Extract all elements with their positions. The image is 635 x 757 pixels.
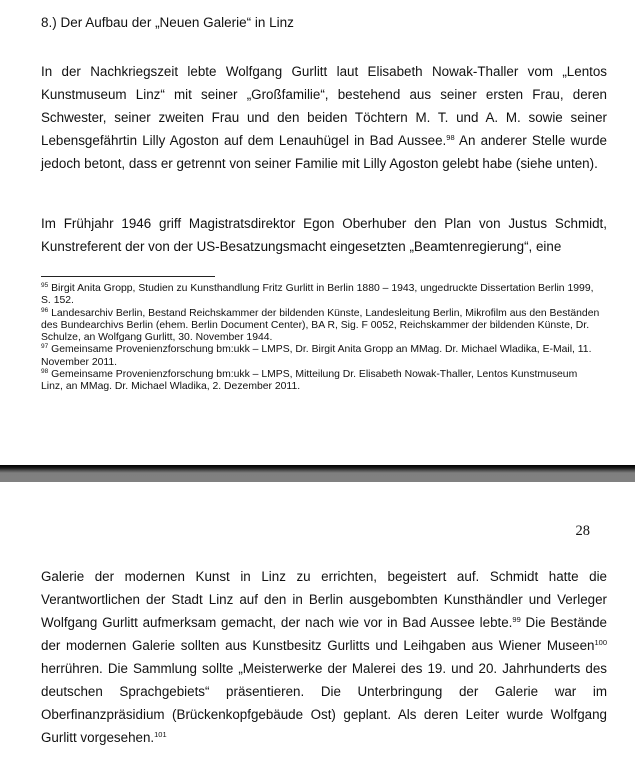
paragraph-text: Die Bestände der modernen Galerie sollten aus Kunstbesitz Gurlitts und Leihgaben aus Wiener Museen	[41, 615, 607, 653]
footnote-divider	[41, 276, 215, 277]
footnote-number: 95	[41, 282, 49, 289]
footnote-number: 98	[41, 368, 49, 376]
page-separator	[0, 465, 635, 482]
footnote-reference[interactable]: 101	[154, 730, 167, 739]
paragraph-text: herrühren. Die Sammlung sollte „Meisterwerke der Malerei des 19. und 20. Jahrhunderts des deutschen Sprachgebiets“ präsentieren. Die Unterbringung der Galerie war im Oberfinanzpräsidium (Brückenkopfgebäude Ost) geplant. Als deren Leiter wurde Wolfgang Gurlitt vorgesehen.	[41, 661, 607, 745]
footnote-text: Landesarchiv Berlin, Bestand Reichskammer der bildenden Künste, Landesleitung Berlin, Mikrofilm aus den Beständen des Bundearchivs Berlin (ehem. Berlin Document Center), BA R, Sig. F 0052, Reichskammer der bildenden Künste, Dr. Schulze, an Wolfgang Gurlitt, 30. November 1944.	[41, 307, 600, 344]
footnote-number: 96	[41, 306, 49, 314]
footnote	[41, 344, 601, 369]
footnote	[41, 283, 601, 308]
footnote-reference[interactable]: 100	[594, 638, 607, 647]
paragraph-text: An anderer Stelle wurde jedoch betont, dass er getrennt von seiner Familie mit Lilly Agoston gelebt habe (siehe unten).	[41, 133, 607, 171]
footnote-reference[interactable]: 99	[512, 615, 521, 624]
section-heading: 8.) Der Aufbau der „Neuen Galerie“ in Linz	[41, 15, 294, 30]
page-number: 28	[575, 523, 590, 539]
footnote-reference[interactable]: 98	[446, 133, 455, 142]
footnote-text: Gemeinsame Provenienzforschung bm:ukk – LMPS, Mitteilung Dr. Elisabeth Nowak-Thaller, Lentos Kunstmuseum Linz, an MMag. Dr. Michael Wladika, 2. Dezember 2011.	[41, 369, 578, 393]
footnote	[41, 308, 601, 345]
body-paragraph	[41, 60, 607, 175]
paragraph-text: Im Frühjahr 1946 griff Magistratsdirektor Egon Oberhuber den Plan von Justus Schmidt, Kunstreferent der von der US-Besatzungsmacht eingesetzten „Beamtenregierung“, eine	[41, 216, 607, 254]
body-paragraph	[41, 212, 607, 258]
body-paragraph	[41, 565, 607, 749]
footnote-number: 97	[41, 343, 49, 351]
paragraph-text: Galerie der modernen Kunst in Linz zu errichten, begeistert auf. Schmidt hatte die Verantwortlichen der Stadt Linz auf den in Berlin ausgebombten Kunsthändler und Verleger Wolfgang Gurlitt aufmerksam gemacht, der nach wie vor in Bad Aussee lebte.	[41, 569, 607, 630]
footnotes	[41, 283, 601, 394]
paragraph-text: In der Nachkriegszeit lebte Wolfgang Gurlitt laut Elisabeth Nowak-Thaller vom „Lentos Kunstmuseum Linz“ mit seiner „Großfamilie“, bestehend aus seiner ersten Frau, deren Schwester, seiner zweiten Frau und den beiden Töchtern M. T. und A. M. sowie seiner Lebensgefährtin Lilly Agoston auf dem Lenauhügel in Bad Aussee.	[41, 64, 607, 148]
document-page-28	[0, 482, 635, 757]
footnote-text: Birgit Anita Gropp, Studien zu Kunsthandlung Fritz Gurlitt in Berlin 1880 – 1943, ungedruckte Dissertation Berlin 1999, S. 152.	[41, 283, 594, 307]
footnote	[41, 369, 601, 394]
footnote-text: Gemeinsame Provenienzforschung bm:ukk – LMPS, Dr. Birgit Anita Gropp an MMag. Dr. Michael Wladika, E-Mail, 11. November 2011.	[41, 344, 592, 368]
